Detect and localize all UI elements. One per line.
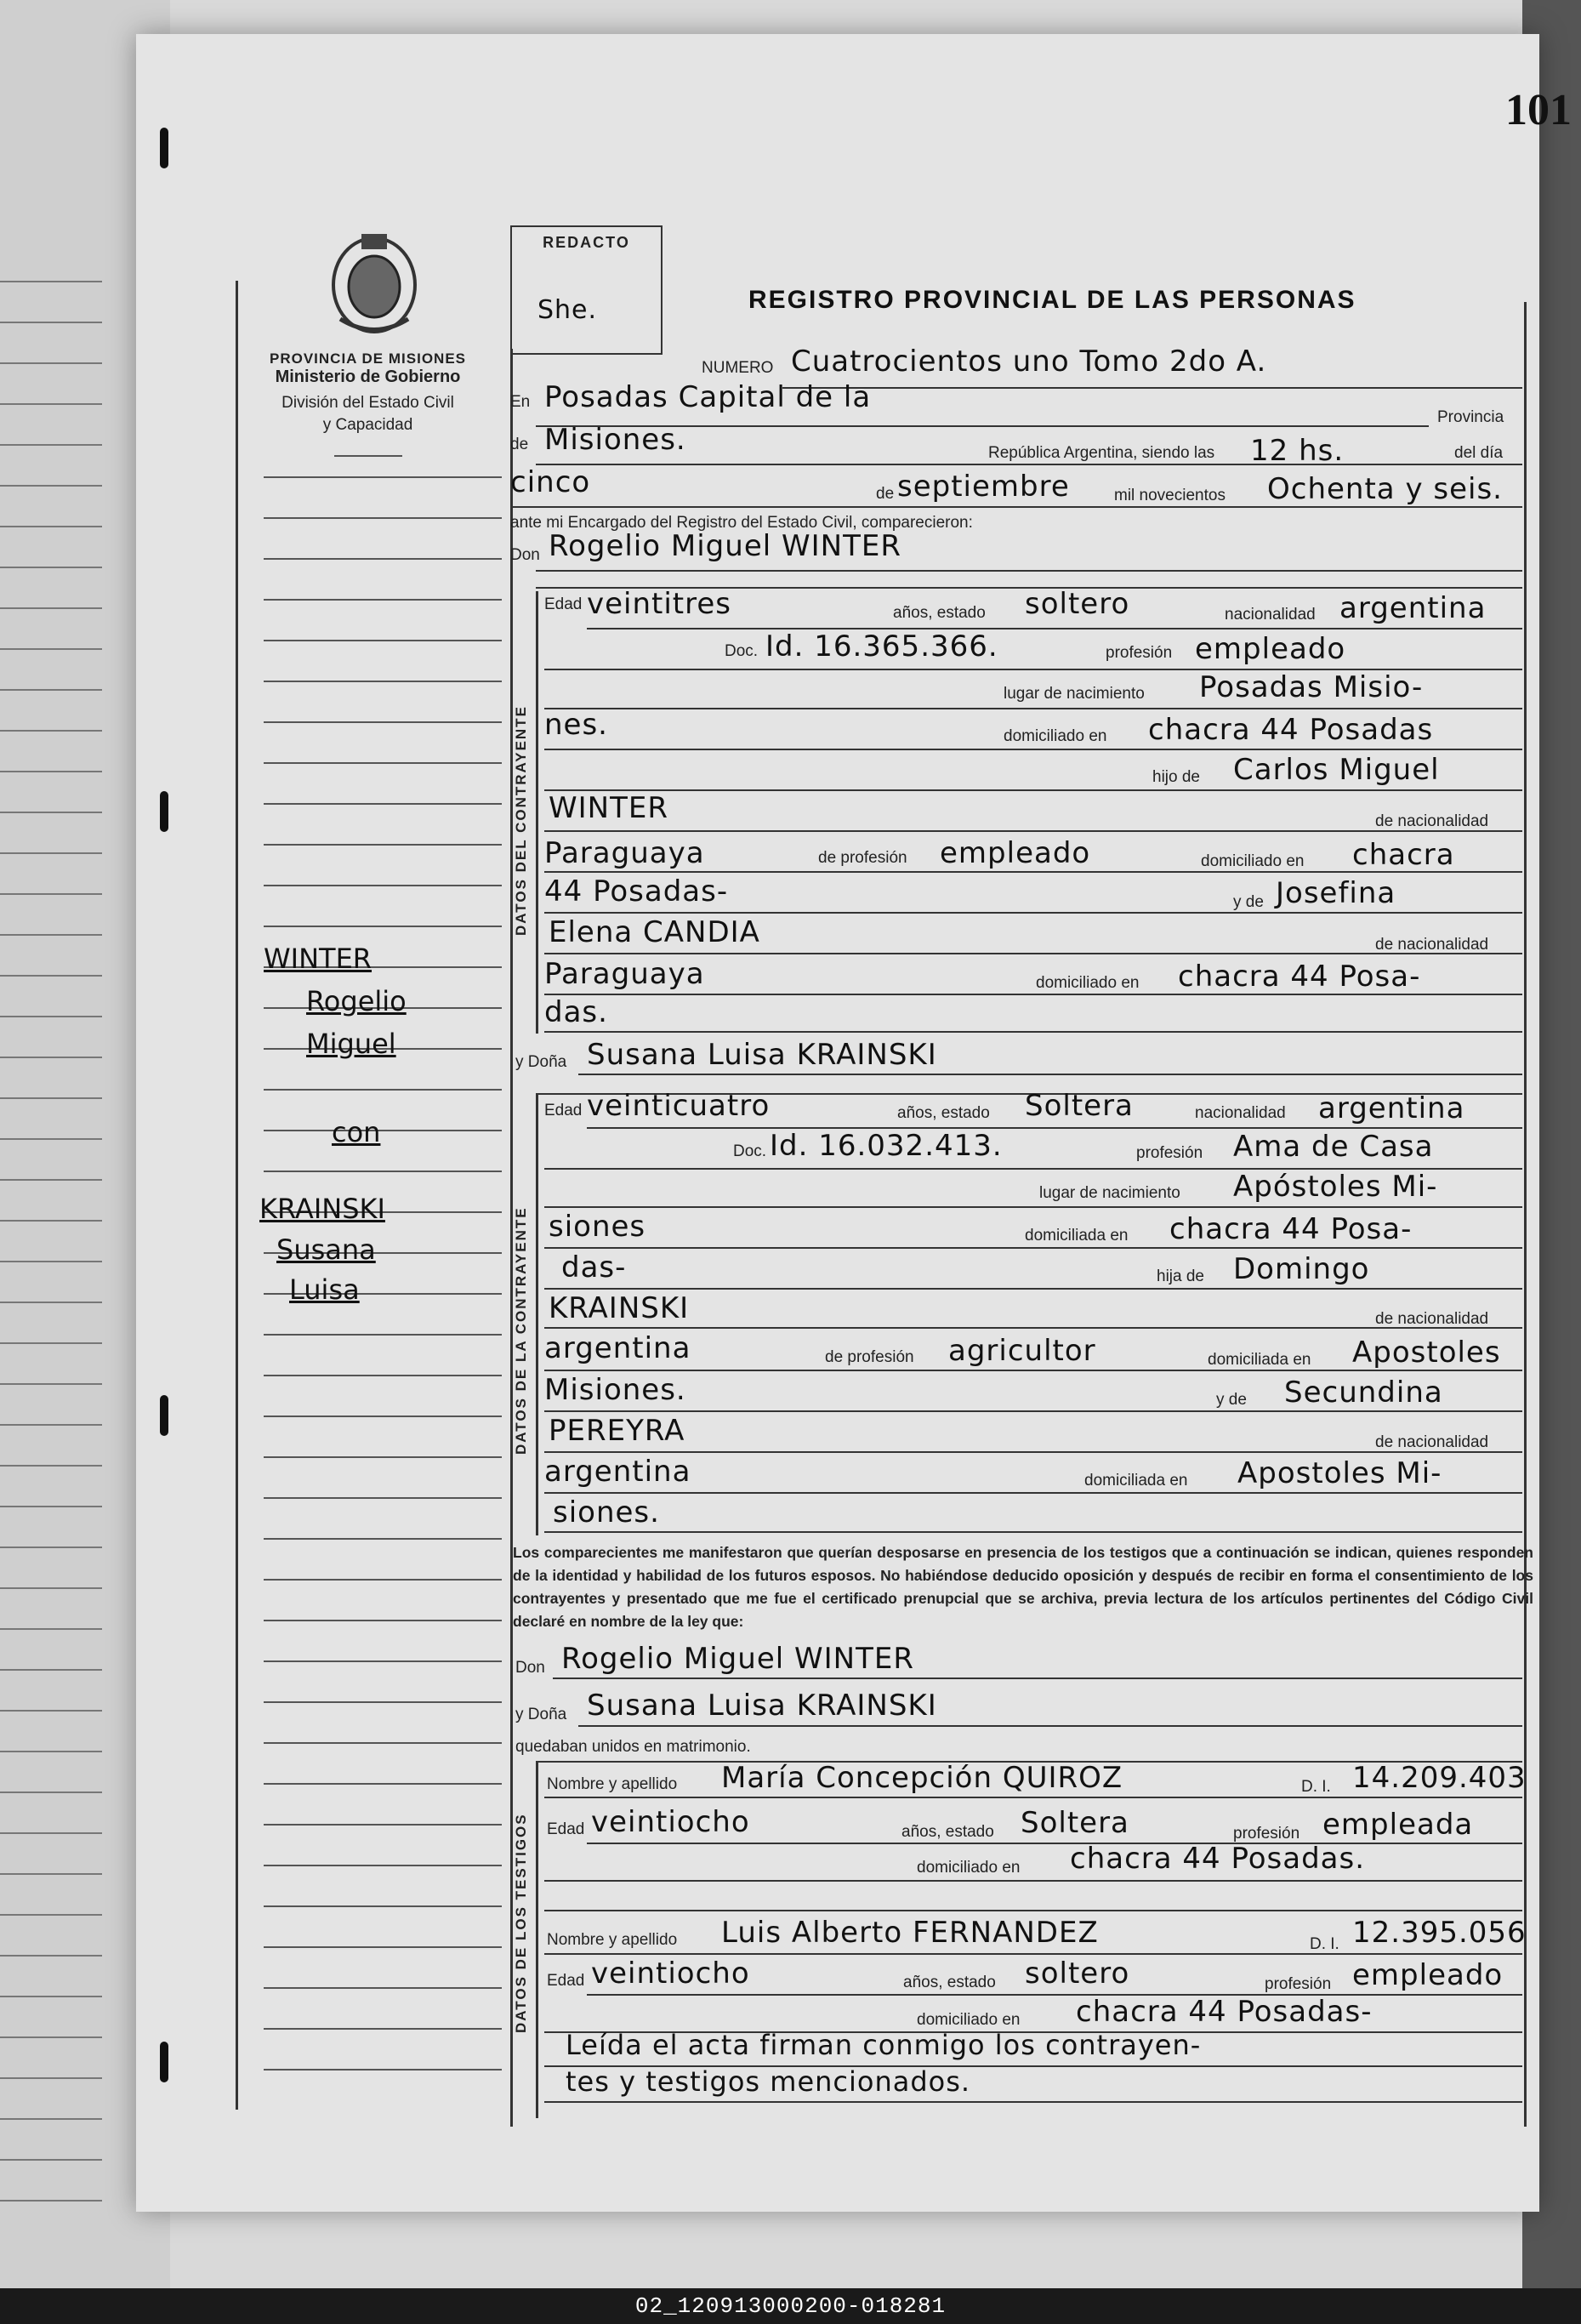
ruled-line xyxy=(264,1620,502,1621)
domiciliado-label-4: domiciliado en xyxy=(917,1859,1021,1877)
ruled-line xyxy=(0,648,102,650)
rule xyxy=(544,1492,1522,1494)
rule xyxy=(587,1994,1522,1996)
rule xyxy=(587,1127,1522,1129)
ruled-line xyxy=(0,2200,102,2202)
rule xyxy=(544,1247,1522,1249)
rule xyxy=(544,1206,1522,1208)
binding-hole xyxy=(160,128,168,168)
margin-note-line-6: Susana xyxy=(276,1233,376,1266)
month-value: septiembre xyxy=(897,470,1070,504)
section-label-bride: DATOS DE LA CONTRAYENTE xyxy=(513,1206,529,1455)
doc-label: Doc. xyxy=(725,642,759,660)
bride-address-cont: das- xyxy=(561,1250,627,1284)
redacto-box xyxy=(510,225,663,355)
issuer-caption xyxy=(251,350,485,457)
witness1-address: chacra 44 Posadas. xyxy=(1070,1842,1366,1876)
ruled-line xyxy=(0,607,102,609)
bride-mother-address: Apostoles Mi- xyxy=(1237,1456,1442,1490)
ruled-line xyxy=(0,567,102,568)
witness2-id: 12.395.056 xyxy=(1352,1916,1527,1950)
groom-address: chacra 44 Posadas xyxy=(1148,713,1434,747)
margin-note-line-1: WINTER xyxy=(264,943,373,975)
place-value: Posadas Capital de la xyxy=(544,380,872,414)
ruled-line xyxy=(0,812,102,813)
ruled-line xyxy=(264,926,502,927)
profesion-label-4: profesión xyxy=(1265,1975,1332,1993)
witness2-status: soltero xyxy=(1025,1957,1130,1991)
ruled-line xyxy=(0,1546,102,1548)
bride-mother-nationality: argentina xyxy=(544,1455,691,1489)
profesion-label-3: profesión xyxy=(1233,1825,1300,1843)
groom-birthplace-cont: nes. xyxy=(544,708,608,742)
ruled-line xyxy=(0,485,102,487)
ruled-line xyxy=(264,1660,502,1662)
groom-name: Rogelio Miguel WINTER xyxy=(549,529,901,563)
ruled-line xyxy=(0,1873,102,1875)
ruled-line xyxy=(0,975,102,977)
rule xyxy=(544,830,1522,832)
edad-label: Edad xyxy=(544,595,583,613)
groom-mother-address: chacra 44 Posa- xyxy=(1178,960,1421,994)
lugar-nac-label: lugar de nacimiento xyxy=(1004,685,1145,703)
ruled-line xyxy=(0,1996,102,1997)
witness2-age: veintiocho xyxy=(591,1957,750,1991)
form-title: REGISTRO PROVINCIAL DE LAS PERSONAS xyxy=(748,286,1356,314)
rule xyxy=(544,1910,1522,1911)
year-value: Ochenta y seis. xyxy=(1267,472,1503,506)
bride-mother: Secundina xyxy=(1284,1376,1443,1410)
profesion-label: profesión xyxy=(1106,644,1173,662)
ruled-line xyxy=(0,689,102,691)
ruled-line xyxy=(264,558,502,560)
bride-id: Id. 16.032.413. xyxy=(770,1129,1003,1163)
groom-mother-address-cont: das. xyxy=(544,995,608,1029)
groom-nationality: argentina xyxy=(1339,591,1487,625)
ruled-line xyxy=(264,1742,502,1744)
ruled-line xyxy=(0,1832,102,1834)
groom-birthplace: Posadas Misio- xyxy=(1199,670,1424,704)
profesion-label-2: profesión xyxy=(1136,1144,1203,1162)
witness2-occupation: empleado xyxy=(1352,1958,1504,1992)
rule xyxy=(544,1797,1522,1798)
closing-line-2: tes y testigos mencionados. xyxy=(566,2065,971,2098)
section-label-witnesses: DATOS DE LOS TESTIGOS xyxy=(513,1813,529,2033)
groom-name-2: Rogelio Miguel WINTER xyxy=(561,1642,914,1676)
bride-address: chacra 44 Posa- xyxy=(1169,1212,1413,1246)
ruled-line xyxy=(264,1334,502,1336)
ruled-line xyxy=(264,844,502,846)
redacto-initials: She. xyxy=(537,295,598,325)
groom-father-nationality: Paraguaya xyxy=(544,836,705,870)
lugar-nac-label-2: lugar de nacimiento xyxy=(1039,1184,1180,1202)
ministry-name: Ministerio de Gobierno xyxy=(275,367,461,386)
anos-estado-label: años, estado xyxy=(893,604,986,622)
hour-value: 12 hs. xyxy=(1250,434,1345,468)
rule xyxy=(510,506,1522,508)
di-label: D. I. xyxy=(1301,1778,1331,1796)
numero-label: NUMERO xyxy=(702,359,774,377)
ruled-line xyxy=(264,476,502,478)
ruled-line xyxy=(264,2069,502,2071)
groom-mother: Josefina xyxy=(1276,876,1396,910)
rule xyxy=(544,749,1522,750)
domiciliado-label-3: domiciliado en xyxy=(1036,974,1140,992)
ruled-line xyxy=(0,1097,102,1099)
ruled-line xyxy=(264,721,502,723)
rule xyxy=(578,1074,1522,1075)
domiciliada-label-2: domiciliada en xyxy=(1208,1351,1311,1369)
right-rule xyxy=(1524,302,1527,2127)
ruled-line xyxy=(0,934,102,936)
ante-label: ante mi Encargado del Registro del Estado Civil, comparecieron: xyxy=(510,514,973,532)
rule xyxy=(578,1725,1522,1727)
rule xyxy=(544,1288,1522,1290)
rule xyxy=(553,1677,1522,1679)
witness1-occupation: empleada xyxy=(1322,1808,1474,1842)
groom-father-occupation: empleado xyxy=(940,836,1091,870)
ruled-line xyxy=(264,1130,502,1131)
ruled-line xyxy=(264,1905,502,1907)
bride-name: Susana Luisa KRAINSKI xyxy=(587,1038,937,1072)
domiciliada-label-3: domiciliada en xyxy=(1084,1472,1188,1490)
ruled-line xyxy=(264,599,502,601)
ruled-line xyxy=(264,803,502,805)
margin-note-line-3: Miguel xyxy=(306,1028,396,1060)
ruled-line xyxy=(0,893,102,895)
rule xyxy=(544,953,1522,954)
nombre-apellido-label-2: Nombre y apellido xyxy=(547,1931,678,1949)
ruled-line xyxy=(264,2028,502,2030)
ruled-line xyxy=(0,1669,102,1671)
closing-line-1: Leída el acta firman conmigo los contrayen- xyxy=(566,2029,1202,2061)
bride-father-nationality: argentina xyxy=(544,1331,691,1365)
ruled-line xyxy=(0,444,102,446)
witness1-id: 14.209.403 xyxy=(1352,1761,1527,1795)
groom-father-address-cont: 44 Posadas- xyxy=(544,874,729,909)
rule xyxy=(544,1953,1522,1955)
del-dia-label: del día xyxy=(1454,444,1504,462)
edad-label-3: Edad xyxy=(547,1820,585,1838)
de-label: de xyxy=(510,436,529,453)
bride-mother-address-cont: siones. xyxy=(553,1495,660,1529)
coat-of-arms-icon xyxy=(323,225,425,336)
rule xyxy=(587,628,1522,629)
margin-note-line-2: Rogelio xyxy=(306,985,407,1017)
ruled-line xyxy=(0,730,102,732)
ruled-line xyxy=(0,2159,102,2161)
ruled-line xyxy=(0,403,102,405)
y-dona-label: y Doña xyxy=(515,1053,567,1071)
don-label-2: Don xyxy=(515,1659,545,1677)
margin-note-line-7: Luisa xyxy=(289,1273,360,1306)
ruled-line xyxy=(264,517,502,519)
bride-age: veinticuatro xyxy=(587,1089,771,1123)
edad-label-2: Edad xyxy=(544,1102,583,1119)
ruled-line xyxy=(264,1497,502,1499)
ruled-line xyxy=(0,1751,102,1752)
witness1-name: María Concepción QUIROZ xyxy=(721,1761,1123,1795)
groom-age: veintitres xyxy=(587,587,732,621)
hija-de-label: hija de xyxy=(1157,1267,1204,1285)
bride-occupation: Ama de Casa xyxy=(1233,1130,1434,1164)
margin-rule xyxy=(236,281,238,2110)
ruled-line xyxy=(264,1171,502,1172)
rule xyxy=(544,1451,1522,1453)
ruled-line xyxy=(264,1415,502,1417)
rule xyxy=(544,1880,1522,1882)
quedaban-label: quedaban unidos en matrimonio. xyxy=(515,1738,751,1756)
provincia-label: Provincia xyxy=(1437,408,1504,426)
nacionalidad-label-2: nacionalidad xyxy=(1195,1104,1286,1122)
ruled-line xyxy=(0,1057,102,1058)
ruled-line xyxy=(264,1456,502,1458)
rule xyxy=(544,1370,1522,1371)
edad-label-4: Edad xyxy=(547,1972,585,1990)
groom-father-address: chacra xyxy=(1352,838,1455,872)
division-name-2: y Capacidad xyxy=(322,416,413,434)
ruled-line xyxy=(264,640,502,641)
ruled-line xyxy=(264,1375,502,1376)
ruled-line xyxy=(0,1179,102,1181)
ruled-line xyxy=(264,1089,502,1091)
rule xyxy=(544,912,1522,914)
rule xyxy=(782,387,1522,389)
bride-birthplace-cont: siones xyxy=(549,1210,646,1244)
bride-birthplace: Apóstoles Mi- xyxy=(1233,1170,1438,1204)
bride-father: Domingo xyxy=(1233,1252,1370,1286)
margin-note-line-5: KRAINSKI xyxy=(259,1193,385,1225)
rule xyxy=(544,1327,1522,1329)
ruled-line xyxy=(0,1138,102,1140)
declaration-paragraph: Los comparecientes me manifestaron que querían desposarse en presencia de los testigos que a continuación se indican, quienes responden de la identidad y habilidad de los futuros esposos. No habiéndose deducido oposición y después de recibir en forma el consentimiento de los contrayentes y presentado que me fue el certificado prenupcial que se archiva, previa lectura de los artículos pertinentes del Código Civil declaré en nombre de la ley que: xyxy=(513,1544,1533,1630)
domiciliado-label-5: domiciliado en xyxy=(917,2011,1021,2029)
ruled-line xyxy=(0,1506,102,1507)
binding-hole xyxy=(160,2042,168,2082)
groom-father: Carlos Miguel xyxy=(1233,753,1440,787)
groom-mother-surname: Elena CANDIA xyxy=(549,915,760,949)
ruled-line xyxy=(264,1579,502,1581)
y-dona-label-2: y Doña xyxy=(515,1706,567,1723)
doc-label-2: Doc. xyxy=(733,1142,767,1160)
ruled-line xyxy=(0,1791,102,1793)
witness2-name: Luis Alberto FERNANDEZ xyxy=(721,1916,1099,1950)
bride-mother-surname: PEREYRA xyxy=(549,1414,685,1448)
ruled-line xyxy=(264,681,502,682)
anos-estado-label-2: años, estado xyxy=(897,1104,990,1122)
domiciliado-label-2: domiciliado en xyxy=(1201,852,1305,870)
de2-label: de xyxy=(876,485,895,503)
ruled-line xyxy=(0,526,102,527)
ruled-line xyxy=(0,1465,102,1467)
section-label-groom: DATOS DEL CONTRAYENTE xyxy=(513,705,529,936)
divider xyxy=(334,455,402,457)
ruled-line xyxy=(0,852,102,854)
ruled-line xyxy=(0,362,102,364)
ruled-line xyxy=(264,1865,502,1866)
ruled-line xyxy=(0,1914,102,1916)
ruled-line xyxy=(0,2118,102,2120)
nombre-apellido-label: Nombre y apellido xyxy=(547,1775,678,1793)
de-nacionalidad-label-2: de nacionalidad xyxy=(1375,936,1489,954)
ruled-line xyxy=(264,1701,502,1703)
rule xyxy=(544,1410,1522,1412)
section-rule xyxy=(536,591,538,1034)
numero-value: Cuatrocientos uno Tomo 2do A. xyxy=(791,345,1267,379)
rule xyxy=(536,464,1522,465)
hijo-de-label: hijo de xyxy=(1152,768,1200,786)
domiciliado-label: domiciliado en xyxy=(1004,727,1107,745)
rule xyxy=(544,994,1522,995)
groom-id: Id. 16.365.366. xyxy=(765,629,998,664)
bride-father-occupation: agricultor xyxy=(948,1334,1096,1368)
ruled-line xyxy=(0,1302,102,1303)
de-profesion-label-2: de profesión xyxy=(825,1348,914,1366)
page-number: 101 xyxy=(1505,86,1572,134)
rule xyxy=(536,570,1522,572)
rule xyxy=(544,708,1522,709)
ruled-line xyxy=(264,1783,502,1785)
de-profesion-label: de profesión xyxy=(818,849,907,867)
ruled-line xyxy=(0,1261,102,1262)
ruled-line xyxy=(264,762,502,764)
don-label: Don xyxy=(510,546,540,564)
bride-name-2: Susana Luisa KRAINSKI xyxy=(587,1689,937,1723)
en-label: En xyxy=(510,393,531,411)
section-rule xyxy=(536,1093,538,1535)
ruled-line xyxy=(0,1342,102,1344)
groom-mother-nationality: Paraguaya xyxy=(544,957,705,991)
anos-estado-label-4: años, estado xyxy=(903,1974,996,1991)
ruled-line xyxy=(0,1628,102,1630)
y-de-label-2: y de xyxy=(1216,1391,1247,1409)
section-rule xyxy=(536,1761,538,2118)
province-name: PROVINCIA DE MISIONES xyxy=(269,350,466,367)
y-de-label: y de xyxy=(1233,893,1264,911)
ruled-line xyxy=(264,885,502,886)
witness2-address: chacra 44 Posadas- xyxy=(1076,1995,1373,2029)
bride-father-address-cont: Misiones. xyxy=(544,1373,686,1407)
binding-hole xyxy=(160,791,168,832)
ruled-line xyxy=(264,1946,502,1948)
rule xyxy=(544,1531,1522,1533)
bride-father-surname: KRAINSKI xyxy=(549,1291,690,1325)
division-name: División del Estado Civil xyxy=(282,394,454,412)
groom-status: soltero xyxy=(1025,587,1130,621)
scan-id-footer: 02_120913000200-018281 xyxy=(0,2288,1581,2324)
ruled-line xyxy=(0,1587,102,1589)
de-nacionalidad-label-4: de nacionalidad xyxy=(1375,1433,1489,1451)
groom-father-surname: WINTER xyxy=(549,791,668,825)
di-label-2: D. I. xyxy=(1310,1935,1339,1953)
ruled-line xyxy=(0,1016,102,1017)
ruled-line xyxy=(0,281,102,282)
margin-note-line-4: con xyxy=(332,1116,381,1148)
witness1-status: Soltera xyxy=(1021,1806,1129,1840)
day-value: cinco xyxy=(510,465,591,499)
ruled-line xyxy=(264,1987,502,1989)
ruled-line xyxy=(0,1383,102,1385)
ruled-line xyxy=(0,1424,102,1426)
de-nacionalidad-label-3: de nacionalidad xyxy=(1375,1310,1489,1328)
binding-hole xyxy=(160,1395,168,1436)
rule xyxy=(544,871,1522,873)
rule xyxy=(544,789,1522,791)
ruled-line xyxy=(0,2036,102,2038)
province-value: Misiones. xyxy=(544,423,686,457)
redacto-label: REDACTO xyxy=(543,234,630,251)
ruled-line xyxy=(264,1824,502,1826)
de-nacionalidad-label: de nacionalidad xyxy=(1375,812,1489,830)
bride-nationality: argentina xyxy=(1318,1091,1465,1125)
bride-father-address: Apostoles xyxy=(1352,1336,1501,1370)
groom-occupation: empleado xyxy=(1195,632,1346,666)
mil-novecientos-label: mil novecientos xyxy=(1114,487,1226,504)
ruled-line xyxy=(0,1220,102,1222)
bride-status: Soltera xyxy=(1025,1089,1134,1123)
anos-estado-label-3: años, estado xyxy=(901,1823,994,1841)
rule xyxy=(544,2101,1522,2103)
republica-label: República Argentina, siendo las xyxy=(988,444,1215,462)
ruled-line xyxy=(0,2077,102,2079)
ruled-line xyxy=(0,1955,102,1957)
witness1-age: veintiocho xyxy=(591,1805,750,1839)
ruled-line xyxy=(0,322,102,323)
ruled-line xyxy=(264,1538,502,1540)
ruled-line xyxy=(0,771,102,772)
rule xyxy=(544,1031,1522,1033)
rule xyxy=(587,1843,1522,1844)
domiciliada-label: domiciliada en xyxy=(1025,1227,1129,1245)
nacionalidad-label: nacionalidad xyxy=(1225,606,1316,624)
ruled-line xyxy=(0,1710,102,1712)
